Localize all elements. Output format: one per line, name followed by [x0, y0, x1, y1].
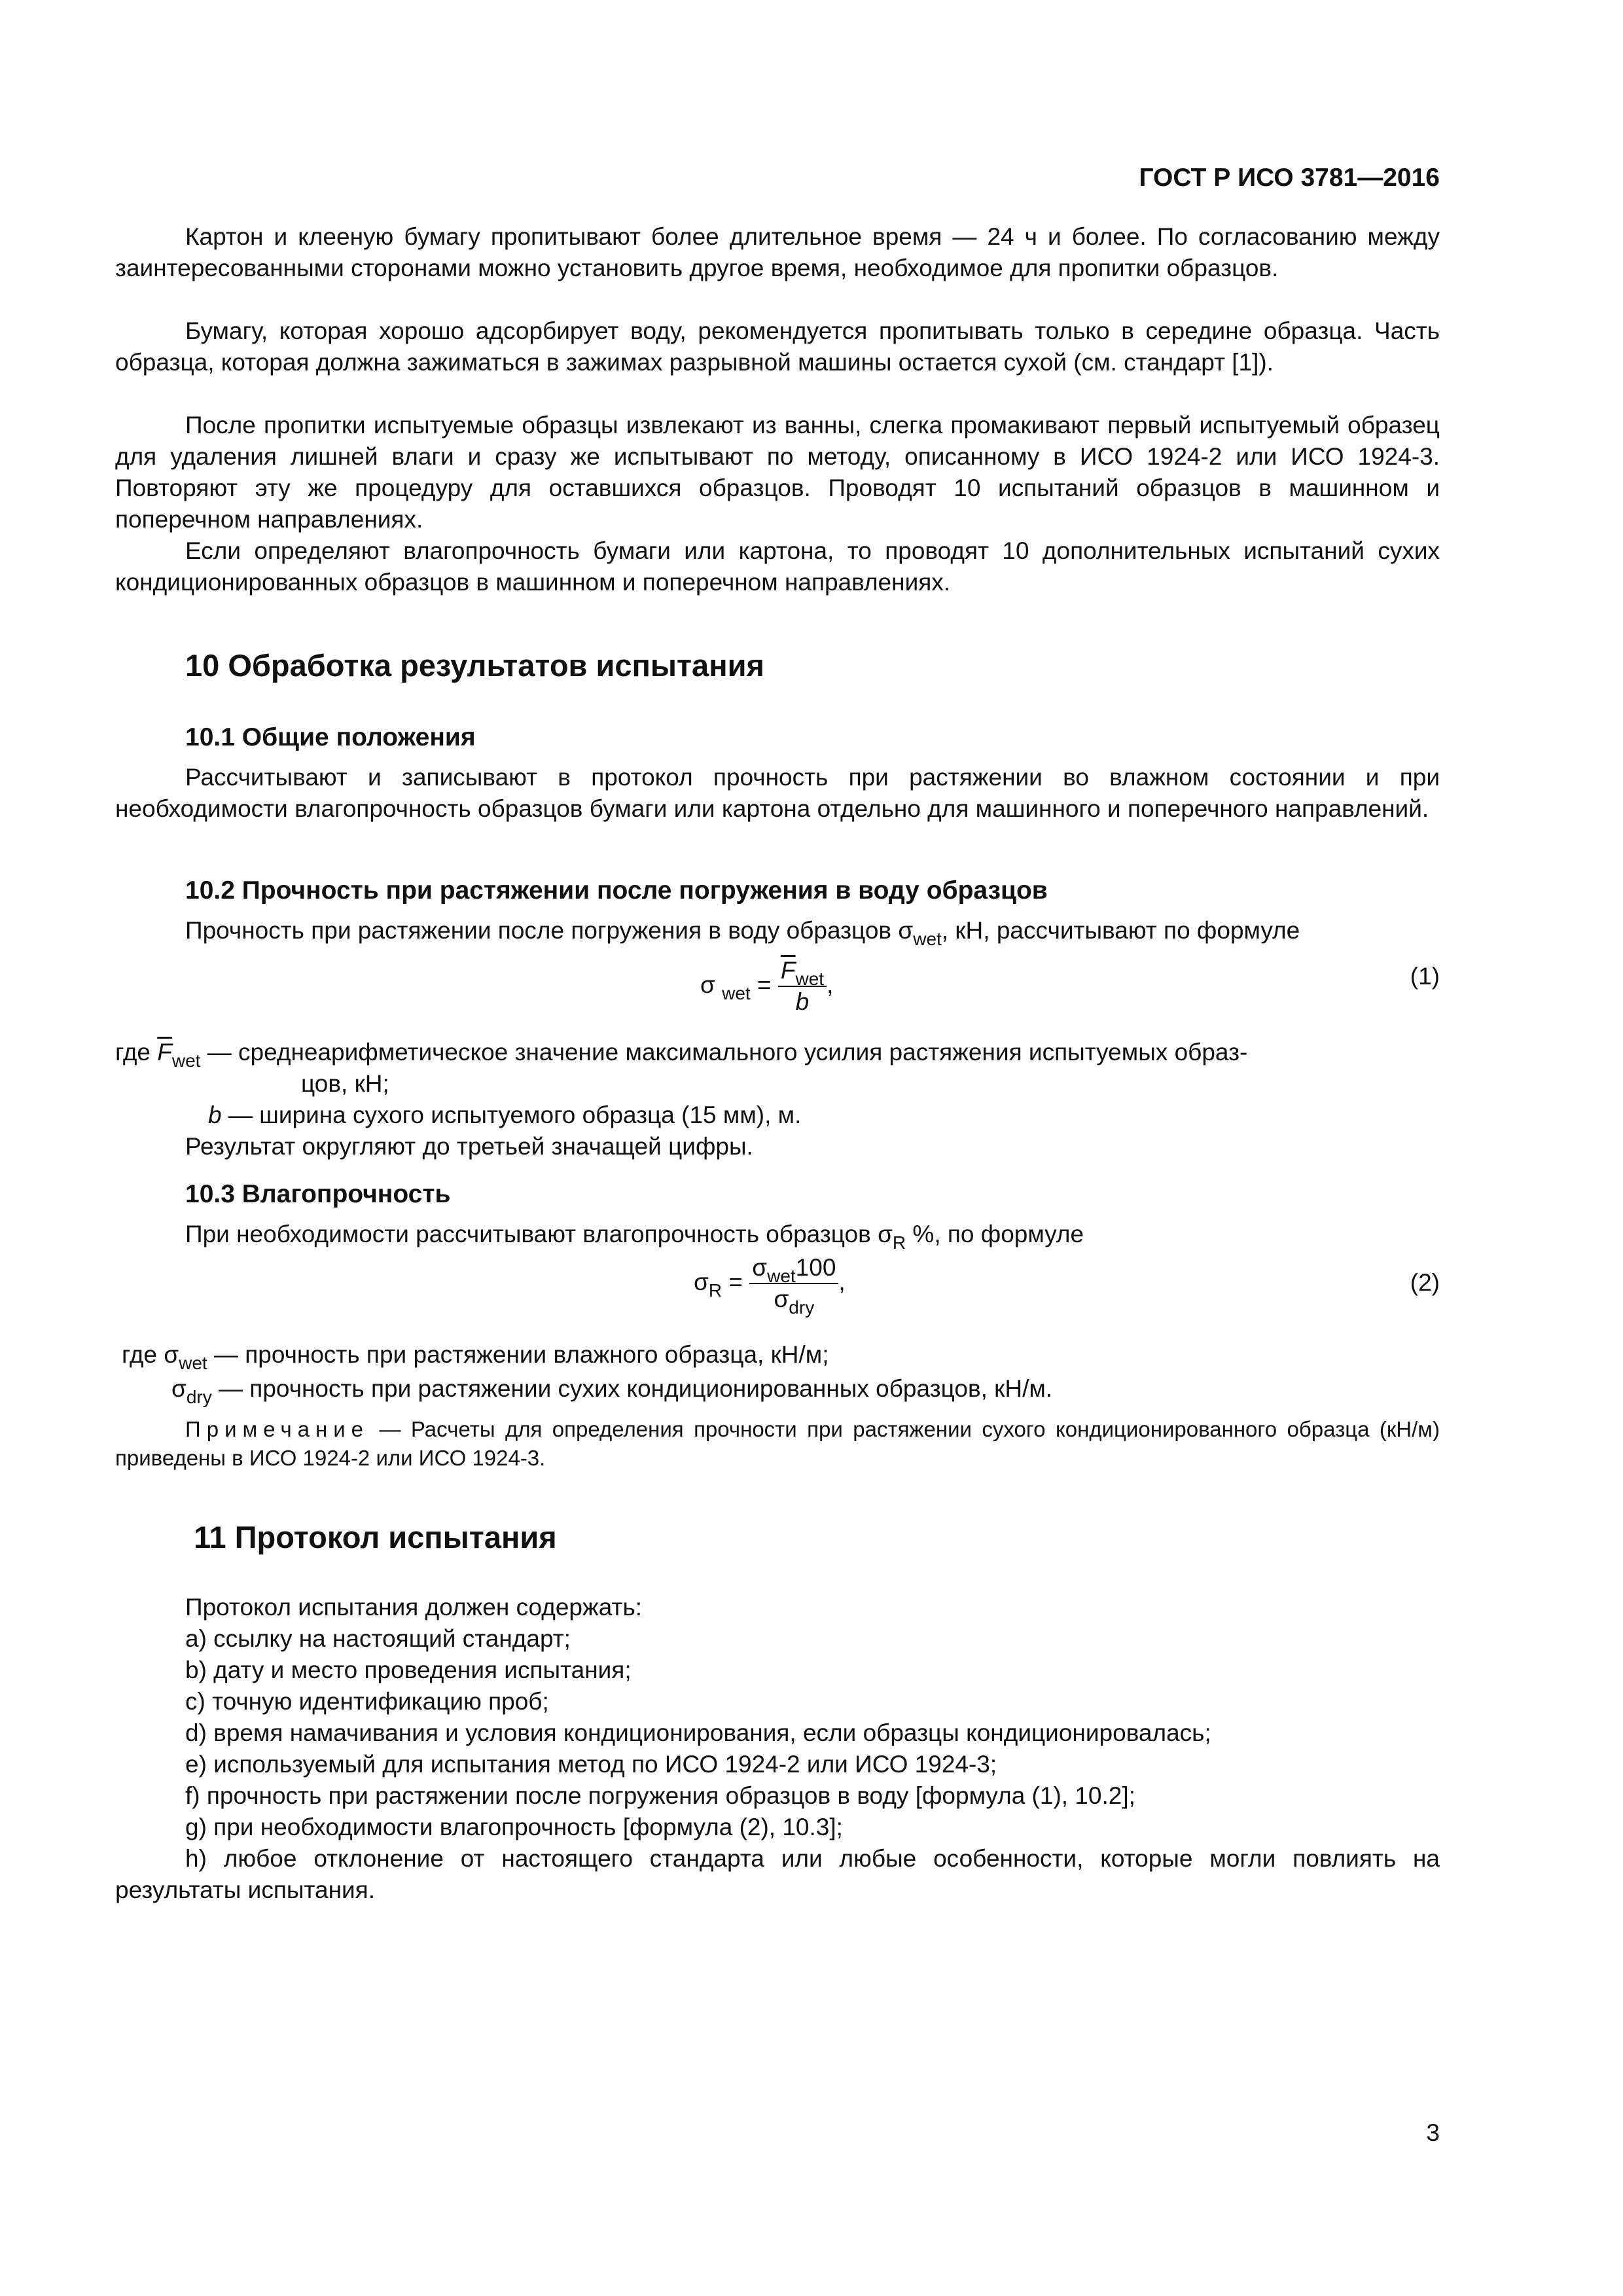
list-item: e) используемый для испытания метод по ИСО 1924-2 или ИСО 1924-3; [185, 1751, 997, 1778]
note-paragraph: Примечание — Расчеты для определения прочности при растяжении сухого кондиционированного образца (кН/м) приведены в ИСО 1924-2 или ИСО 1924-3. [115, 1417, 1440, 1470]
page-number: 3 [1426, 2119, 1440, 2146]
standard-header: ГОСТ Р ИСО 3781—2016 [1139, 164, 1440, 192]
list-item: d) время намачивания и условия кондиционирования, если образцы кондиционировалась; [185, 1719, 1211, 1746]
where-line-4: $\sigma_{dry}$ — прочность при растяжении сухих кондиционированных образцов, кН/м. [171, 1375, 1053, 1407]
list-item: f) прочность при растяжении после погружения образцов в воду [формула (1), 10.2]; [185, 1782, 1135, 1809]
list-item: h) любое отклонение от настоящего стандарта или любые особенности, которые могли повлиять на результаты испытания. [115, 1845, 1440, 1903]
section-10-heading: 10 Обработка результатов испытания [185, 648, 764, 683]
subsection-10-2-heading: 10.2 Прочность при растяжении после погружения в воду образцов [185, 876, 1048, 905]
where-line-1-cont: цов, кН; [301, 1070, 389, 1097]
formula-1: σ $_{wet}$ = $\frac{\overline{F}_{wet}}{b}$ , [700, 957, 834, 1015]
subsection-10-2-lead: Прочность при растяжении после погружения в воду образцов $\sigma_{wet}$, кН, рассчитывают по формуле [185, 917, 1300, 949]
intro-paragraph-3: После пропитки испытуемые образцы извлекают из ванны, слегка промакивают первый испытуемый образец для удаления лишней влаги и сразу же испытывают по методу, описанному в ИСО 1924-2 или ИСО 1924-3. Повторяют эту же процедуру для оставшихся образцов. Проводят 10 испытаний образцов в машинном и поперечном направлениях. [115, 412, 1440, 533]
formula-1-number: (1) [1410, 963, 1440, 990]
where-line-3: где $\sigma_{wet}$ — прочность при растяжении влажного образца, кН/м; [122, 1341, 829, 1373]
intro-paragraph-1: Картон и клееную бумагу пропитывают более длительное время — 24 ч и более. По согласованию между заинтересованными сторонами можно установить другое время, необходимое для пропитки образцов. [115, 223, 1440, 281]
formula-2-number: (2) [1410, 1269, 1440, 1296]
where-line-1: где $\overline{F}_{wet}$ — среднеарифметическое значение максимального усилия растяжения испытуемых образ- [115, 1039, 1248, 1071]
intro-paragraph-2: Бумагу, которая хорошо адсорбирует воду, рекомендуется пропитывать только в середине образца. Часть образца, которая должна зажиматься в зажимах разрывной машины остается сухой (см. стандарт [1]). [115, 317, 1440, 376]
subsection-10-3-lead: При необходимости рассчитывают влагопрочность образцов $\sigma_R$ %, по формуле [185, 1221, 1084, 1253]
formula-2: $\sigma_R$ = $\frac{\sigma_{wet}100}{\sigma_{dry}}$ , [694, 1254, 846, 1318]
where-line-2: b — ширина сухого испытуемого образца (15 мм), м. [208, 1102, 802, 1128]
subsection-10-1-heading: 10.1 Общие положения [185, 723, 476, 751]
section-11-heading: 11 Протокол испытания [194, 1520, 557, 1554]
intro-paragraph-4: Если определяют влагопрочность бумаги или картона, то проводят 10 дополнительных испытаний сухих кондиционированных образцов в машинном и поперечном направлениях. [115, 537, 1440, 596]
list-item: c) точную идентификацию проб; [185, 1688, 549, 1715]
protocol-lead: Протокол испытания должен содержать: [185, 1594, 643, 1621]
subsection-10-1-text: Рассчитывают и записывают в протокол прочность при растяжении во влажном состоянии и при необходимости влагопрочность образцов бумаги или картона отдельно для машинного и поперечного направлений. [115, 764, 1440, 822]
rounding-note: Результат округляют до третьей значащей цифры. [185, 1133, 753, 1160]
subsection-10-3-heading: 10.3 Влагопрочность [185, 1180, 451, 1208]
list-item: a) ссылку на настоящий стандарт; [185, 1625, 571, 1652]
list-item: b) дату и место проведения испытания; [185, 1657, 632, 1683]
list-item: g) при необходимости влагопрочность [формула (2), 10.3]; [185, 1814, 843, 1840]
